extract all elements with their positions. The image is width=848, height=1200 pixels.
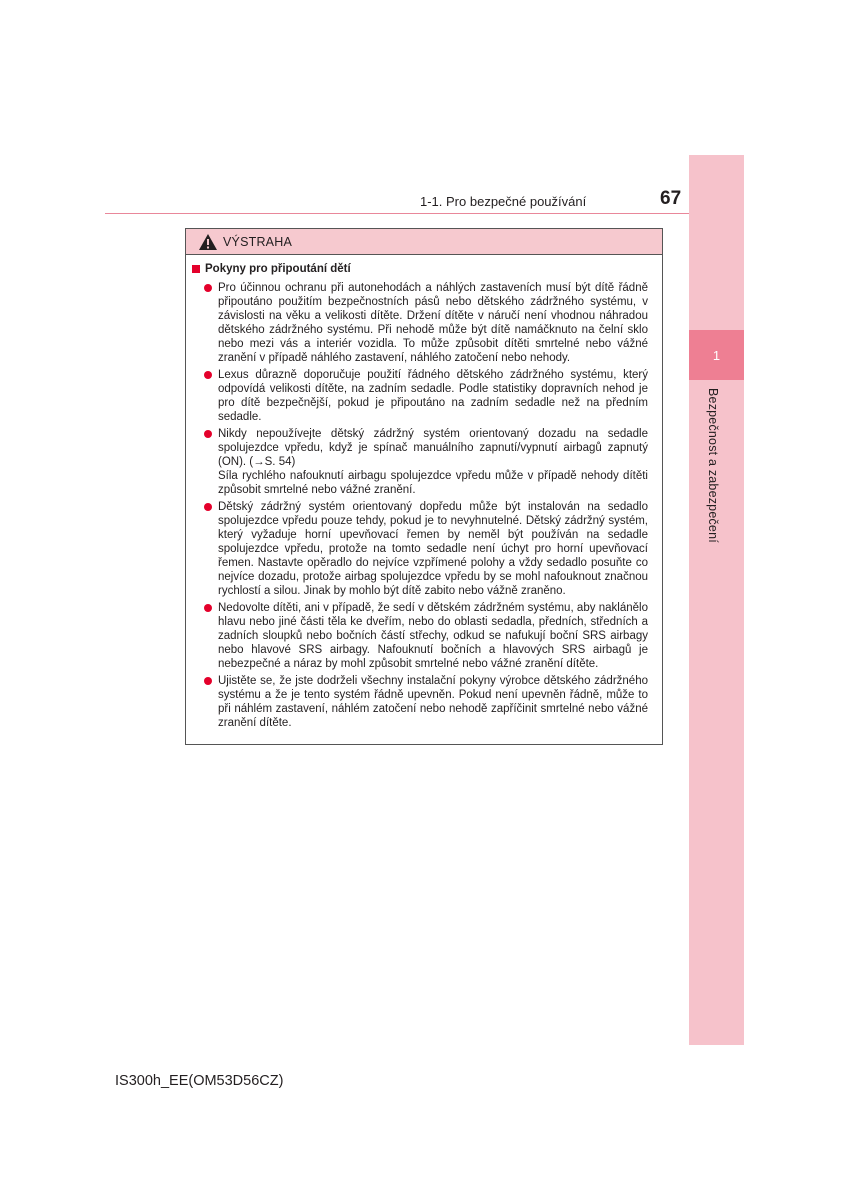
chapter-title: Bezpečnost a zabezpečení bbox=[706, 388, 720, 543]
bullet-dot-icon bbox=[204, 503, 212, 511]
bullet-dot-icon bbox=[204, 430, 212, 438]
list-item: Ujistěte se, že jste dodrželi všechny instalační pokyny výrobce dětského zádržného systému a že je tento systém řádně upevněn. Pokud není upevněn řádně, může to při náhlém zastavení, náhlém zatočení nebo nehodě zapříčinit smrtelné nebo vážné zranění dítěte. bbox=[204, 674, 648, 730]
list-item: Lexus důrazně doporučuje použití řádného dětského zádržného systému, který odpovídá velikosti dítěte, na zadním sedadle. Podle statistiky dopravních nehod je pro dítě bezpečnější, pokud je připoutáno na zadním sedadle než na předním sedadle. bbox=[204, 368, 648, 424]
warning-box bbox=[185, 228, 663, 745]
list-item: Nedovolte dítěti, ani v případě, že sedí v dětském zádržném systému, aby naklánělo hlavu nebo jiné části těla ke dveřím, nebo do oblasti sedadla, předních, středních a zadních sloupků nebo bočních částí střechy, odkud se nafukují boční SRS airbagy nebo hlavové SRS airbagy. Nafouknutí bočních a hlavových SRS airbagů je nebezpečné a náraz by mohl způsobit smrtelné nebo vážné zranění dítěte. bbox=[204, 601, 648, 671]
list-item: Dětský zádržný systém orientovaný dopředu může být instalován na sedadlo spolujezdce vpředu pouze tehdy, pokud je to nevyhnutelné. Dětský zádržný systém, který vyžaduje horní upevňovací řemen by neměl být používán na sedadle spolujezdce vpředu, protože na tomto sedadle není úchyt pro horní upevňovací řemen. Nastavte opěradlo do nejvíce vzpřímené polohy a vždy sedadlo posuňte co nejvíce dozadu, protože airbag spolujezdce vpředu by se mohl nafouknout značnou rychlostí a silou. Jinak by mohlo být dítě zabito nebo vážně zraněno. bbox=[204, 500, 648, 598]
page-number: 67 bbox=[660, 188, 682, 209]
warning-body bbox=[186, 255, 662, 730]
warning-title: VÝSTRAHA bbox=[223, 234, 292, 249]
chapter-number[interactable]: 1 bbox=[689, 330, 744, 380]
bullet-dot-icon bbox=[204, 604, 212, 612]
bullet-dot-icon bbox=[204, 284, 212, 292]
bullet-dot-icon bbox=[204, 371, 212, 379]
section-title: 1-1. Pro bezpečné používání bbox=[420, 194, 587, 209]
warning-triangle-icon bbox=[198, 233, 218, 251]
bullet-dot-icon bbox=[204, 677, 212, 685]
warning-list bbox=[190, 281, 648, 730]
subsection-heading bbox=[192, 263, 648, 275]
list-item: Nikdy nepoužívejte dětský zádržný systém orientovaný dozadu na sedadle spolujezdce vpředu, když je spínač manuálního zapnutí/vypnutí airbagů zapnutý (ON). (→S. 54) bbox=[204, 427, 648, 469]
list-item-continuation: Síla rychlého nafouknutí airbagu spolujezdce vpředu může v případě nehody dítěti způsobit smrtelné nebo vážné zranění. bbox=[218, 470, 648, 496]
subsection-title: Pokyny pro připoutání dětí bbox=[205, 263, 351, 275]
warning-header bbox=[186, 229, 662, 255]
header-divider bbox=[105, 213, 689, 214]
list-item: Pro účinnou ochranu při autonehodách a náhlých zastaveních musí být dítě řádně připoutáno použitím bezpečnostních pásů nebo dětského zádržného systému, v závislosti na věku a velikosti dítěte. Držení dítěte v náručí není vhodnou náhradou dětského zádržného systému. Při nehodě může být dítě namáčknuto na čelní sklo nebo mezi vás a interiér vozidla. To může způsobit dítěti smrtelné nebo vážné zranění v případě náhlého zastavení, náhlého zatočení nebo nehody. bbox=[204, 281, 648, 365]
document-code: IS300h_EE(OM53D56CZ) bbox=[115, 1073, 284, 1089]
square-bullet-icon bbox=[192, 265, 200, 273]
